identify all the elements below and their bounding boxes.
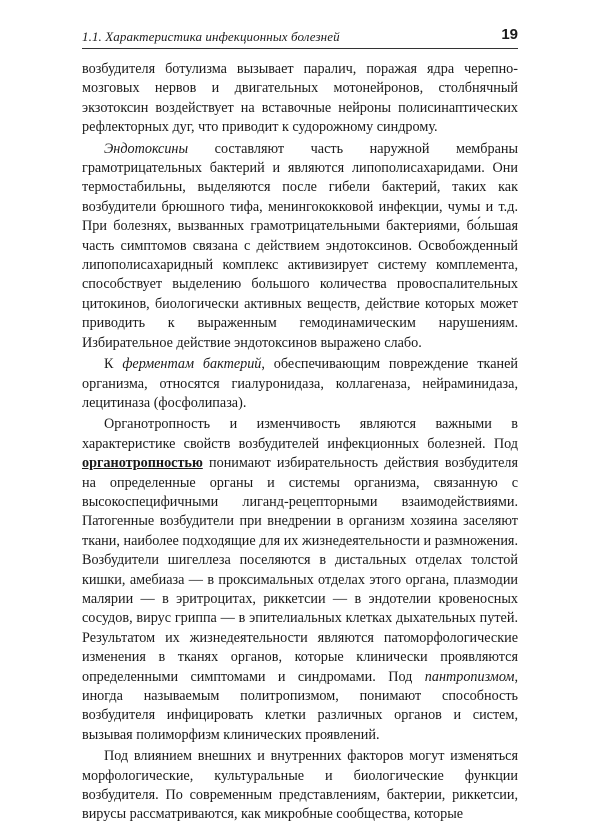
paragraph-endotoxins (82, 140, 518, 353)
running-header (82, 26, 518, 49)
paragraph-organotropism-text-c: , иногда называемым политропизмом, понимают способность возбудителя инфицировать клетки различных органов и систем, вызывая полиморфизм клинических проявлений. (82, 668, 518, 743)
paragraph-organotropism (82, 415, 518, 745)
term-endotoxins: Эндотоксины (104, 140, 189, 157)
paragraph-enzymes-start: К (104, 356, 123, 373)
running-title: 1.1. Характеристика инфекционных болезней (82, 29, 340, 44)
page-number: 19 (501, 26, 518, 43)
paragraph-organotropism-text-b: понимают избирательность действия возбудителя на определенные органы и системы организма, связанную с высокоспецифичными лиганд-рецепторными взаимодействиями. Патогенные возбудители при внедрении в организм хозяина заселяют ткани, наиболее подходящие для их жизнедеятельности и размножения. Возбудители шигеллеза поселяются в дистальных отделах толстой кишки, амебиаза — в проксимальных отделах этого органа, плазмодии малярии — в эритроцитах, риккетсии — в эндотелии кровеносных сосудов, вирус гриппа — в эпителиальных клетках дыхательных путей. Результатом их жизнедеятельности являются патоморфологические изменения в тканях органов, которые клинически проявляются определенными симптомами и синдромами. Под (82, 455, 518, 685)
paragraph-enzymes-text: , обеспечивающим повреждение тканей организма, относятся гиалуронидаза, коллагеназа, нейраминидаза, лецитиназа (фосфолипаза). (82, 356, 518, 411)
paragraph-variability (82, 747, 518, 825)
term-pantropism: пантропизмом (424, 668, 515, 685)
paragraph-organotropism-text-a: Органотропность и изменчивость являются важными в характеристике свойств возбудителей инфекционных болезней. Под (82, 416, 518, 452)
paragraph-enzymes (82, 355, 518, 413)
paragraph-1-text: возбудителя ботулизма вызывает паралич, поражая ядра черепно-мозговых нервов и двигательных мотонейронов, столбнячный экзотоксин воздействует на вставочные нейроны полисинаптических рефлекторных дуг, что приводит к судорожному синдрому. (82, 61, 518, 136)
term-organotropism: органотропностью (82, 455, 203, 472)
body-text (82, 60, 518, 827)
paragraph-variability-text: Под влиянием внешних и внутренних факторов могут изменяться морфологические, культуральные и биологические функции возбудителя. По современным представлениям, бактерии, риккетсии, вирусы рассматриваются, как микробные сообщества, которые (82, 748, 518, 823)
paragraph-1 (82, 60, 518, 138)
paragraph-endotoxins-text: составляют часть наружной мембраны грамотрицательных бактерий и являются липополисахаридами. Они термостабильны, выделяются после гибели бактерий, таких как возбудители брюшного тифа, менингококковой инфекции, чумы и т.д. При болезнях, вызванных грамотрицательными бактериями, бо́льшая часть симптомов связана с действием эндотоксинов. Освобожденный липополисахаридный комплекс активизирует систему комплемента, способствует выделению большого количества провоспалительных цитокинов, биологически активных веществ, действие которых может приводить к выраженным гемодинамическим нарушениям. Избирательное действие эндотоксинов выражено слабо. (82, 140, 518, 351)
term-enzymes: ферментам бактерий (122, 356, 262, 373)
